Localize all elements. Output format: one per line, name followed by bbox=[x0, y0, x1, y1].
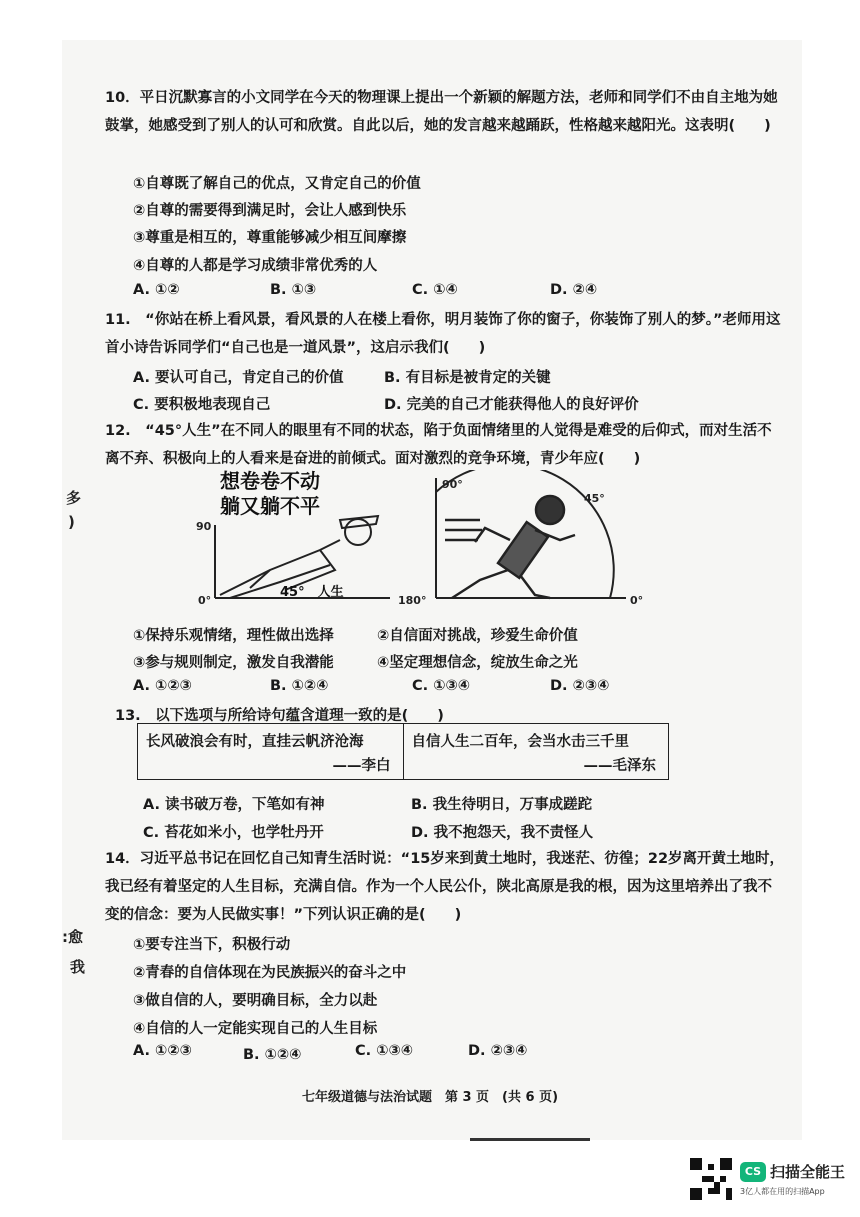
question-14-item: ④自信的人一定能实现自己的人生目标 bbox=[133, 1021, 378, 1037]
right-angle-label: 45° bbox=[584, 492, 605, 505]
question-14-item: ②青春的自信体现在为民族振兴的奋斗之中 bbox=[133, 965, 407, 981]
question-14-stem: 14．习近平总书记在回忆自己知青生活时说：“15岁来到黄土地时，我迷茫、彷徨；22岁离开黄土地时，我已经有着坚定的人生目标，充满自信。作为一个人民公仆，陕北高原是我的根，因为这里培养出了我不变的信念：要为人民做实事！”下列认识正确的是( ) bbox=[105, 851, 785, 923]
question-12-option-c: C. ①③④ bbox=[412, 678, 471, 694]
question-10-option-a: A. ①② bbox=[133, 282, 180, 298]
question-10-item: ①自尊既了解自己的优点，又肯定自己的价值 bbox=[133, 176, 421, 192]
question-12-item: ④坚定理想信念，绽放生命之光 bbox=[377, 655, 578, 671]
left-axis-bottom-label: 0° bbox=[198, 594, 212, 607]
question-10-stem: 10．平日沉默寡言的小文同学在今天的物理课上提出一个新颖的解题方法，老师和同学们不由自主地为她鼓掌，她感受到了别人的认可和欣赏。自此以后，她的发言越来越踊跃，性格越来越阳光。这表明( ) bbox=[105, 90, 778, 134]
left-axis-top-label: 90 bbox=[196, 520, 212, 533]
brand-tagline: 3亿人都在用的扫描App bbox=[740, 1187, 825, 1196]
question-12-item: ①保持乐观情绪，理性做出选择 bbox=[133, 628, 334, 644]
question-13-stem: 13. 以下选项与所给诗句蕴含道理一致的是( ) bbox=[115, 708, 444, 724]
question-14-item: ①要专注当下，积极行动 bbox=[133, 937, 291, 953]
question-12-option-d: D. ②③④ bbox=[550, 678, 610, 694]
question-14-option-a: A. ①②③ bbox=[133, 1043, 192, 1059]
margin-note: 我 bbox=[70, 958, 86, 976]
right-axis-left-label: 180° bbox=[398, 594, 427, 607]
question-11-stem: 11. “你站在桥上看风景，看风景的人在楼上看你，明月装饰了你的窗子，你装饰了别人的梦。”老师用这首小诗告诉同学们“自己也是一道风景”，这启示我们( ) bbox=[105, 312, 781, 356]
running-person-illustration bbox=[445, 496, 575, 598]
question-10-option-d: D. ②④ bbox=[550, 282, 598, 298]
left-caption-line2: 躺又躺不平 bbox=[220, 494, 320, 518]
question-12-stem: 12. “45°人生”在不同人的眼里有不同的状态，陷于负面情绪里的人觉得是难受的后仰式，而对生活不离不弃、积极向上的人看来是奋进的前倾式。面对激烈的竞争环境，青少年应( ) bbox=[105, 423, 772, 467]
margin-note: ) bbox=[68, 513, 75, 531]
question-10-option-c: C. ①④ bbox=[412, 282, 458, 298]
question-11-option-d: D. 完美的自己才能获得他人的良好评价 bbox=[384, 397, 639, 413]
question-12-option-b: B. ①②④ bbox=[270, 678, 329, 694]
poem-cell bbox=[403, 724, 669, 779]
question-11-option-b: B. 有目标是被肯定的关键 bbox=[384, 370, 551, 386]
question-11-option-c: C. 要积极地表现自己 bbox=[133, 397, 271, 413]
question-11-option-a: A. 要认可自己，肯定自己的价值 bbox=[133, 370, 344, 386]
right-axis-top-label: 90° bbox=[442, 478, 463, 491]
page-footer: 七年级道德与法治试题 第 3 页 (共 6 页) bbox=[301, 1090, 559, 1105]
question-10-item: ④自尊的人都是学习成绩非常优秀的人 bbox=[133, 258, 378, 274]
question-12-item: ③参与规则制定，激发自我潜能 bbox=[133, 655, 334, 671]
question-13-option-a: A. 读书破万卷，下笔如有神 bbox=[143, 797, 325, 813]
question-13-option-d: D. 我不抱怨天，我不责怪人 bbox=[411, 825, 594, 841]
question-10-option-b: B. ①③ bbox=[270, 282, 317, 298]
cs-logo-icon: CS bbox=[740, 1162, 766, 1182]
question-10-item: ③尊重是相互的，尊重能够减少相互间摩擦 bbox=[133, 230, 407, 246]
question-13-poem-table bbox=[137, 723, 669, 780]
question-14-option-c: C. ①③④ bbox=[355, 1043, 414, 1059]
brand-name: 扫描全能王 bbox=[770, 1163, 846, 1181]
question-14-option-b: B. ①②④ bbox=[243, 1047, 302, 1063]
question-14-option-d: D. ②③④ bbox=[468, 1043, 528, 1059]
qr-code-icon bbox=[690, 1158, 732, 1200]
poem-line: 自信人生二百年，会当水击三千里 bbox=[411, 734, 629, 750]
question-14-item: ③做自信的人，要明确目标，全力以赴 bbox=[133, 993, 378, 1009]
margin-note: :愈 bbox=[62, 928, 83, 946]
question-13-option-c: C. 苔花如米小，也学牡丹开 bbox=[143, 825, 324, 841]
left-caption-line1: 想卷卷不动 bbox=[220, 470, 320, 493]
left-panel-label: 45° 人生 bbox=[280, 585, 344, 600]
question-13-option-b: B. 我生待明日，万事成蹉跎 bbox=[411, 797, 593, 813]
scan-artifact-line bbox=[470, 1138, 590, 1141]
question-12-figure bbox=[190, 470, 660, 615]
question-12-item: ②自信面对挑战，珍爱生命价值 bbox=[377, 628, 578, 644]
margin-note: 多 bbox=[66, 489, 82, 507]
right-axis-right-label: 0° bbox=[630, 594, 644, 607]
question-10-item: ②自尊的需要得到满足时，会让人感到快乐 bbox=[133, 203, 407, 219]
question-12-option-a: A. ①②③ bbox=[133, 678, 192, 694]
poem-author: ——毛泽东 bbox=[583, 758, 656, 774]
poem-line: 长风破浪会有时，直挂云帆济沧海 bbox=[146, 734, 364, 750]
poem-author: ——李白 bbox=[332, 758, 391, 774]
poem-cell bbox=[138, 724, 403, 779]
